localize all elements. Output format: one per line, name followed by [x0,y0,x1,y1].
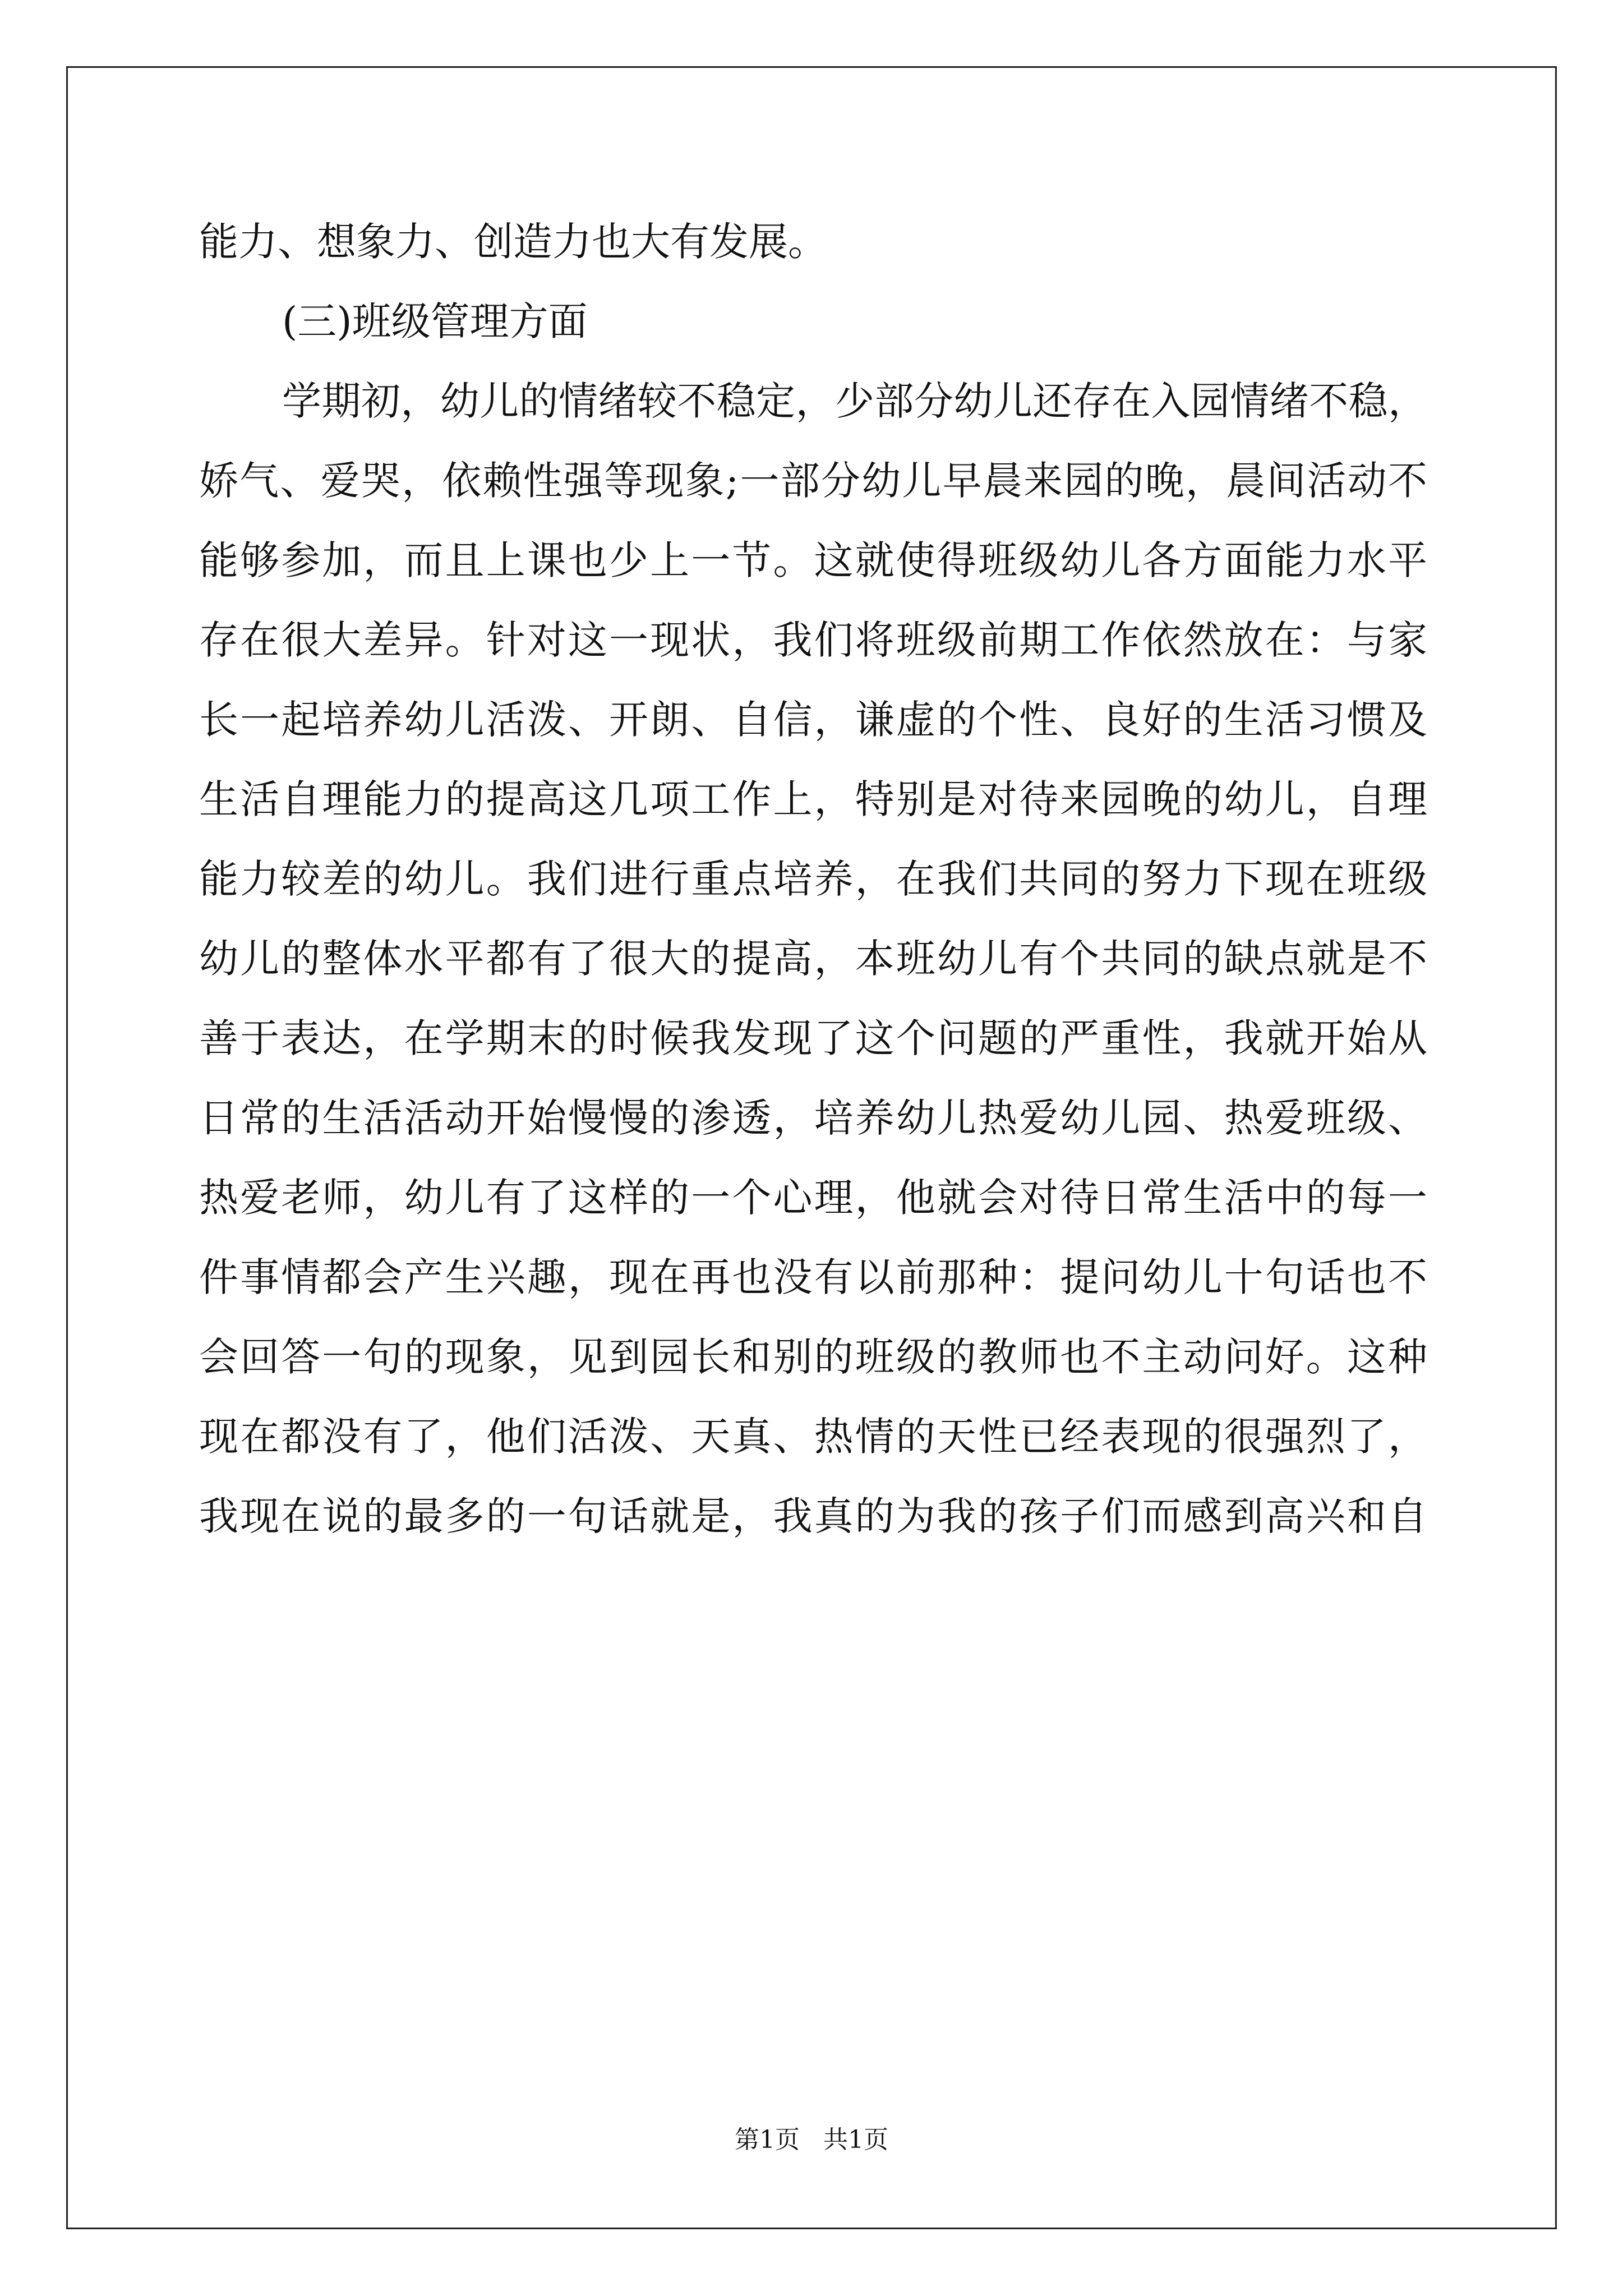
paragraph-line: 幼儿的整体水平都有了很大的提高，本班幼儿有个共同的缺点就是不 [199,936,1427,982]
paragraph-line: 能力较差的幼儿。我们进行重点培养，在我们共同的努力下现在班级 [199,856,1427,902]
paragraph-line: 娇气、爱哭，依赖性强等现象;一部分幼儿早晨来园的晚，晨间活动不 [199,458,1427,504]
paragraph-line: 善于表达，在学期末的时候我发现了这个问题的严重性，我就开始从 [199,1015,1427,1061]
document-body [199,202,1427,1556]
paragraph-line: 会回答一句的现象，见到园长和别的班级的教师也不主动问好。这种 [199,1334,1427,1380]
section-heading: (三)班级管理方面 [282,298,588,344]
paragraph-line: 能力、想象力、创造力也大有发展。 [199,219,827,265]
paragraph-line: 热爱老师，幼儿有了这样的一个心理，他就会对待日常生活中的每一 [199,1175,1427,1221]
paragraph-line: 日常的生活活动开始慢慢的渗透，培养幼儿热爱幼儿园、热爱班级、 [199,1095,1427,1141]
paragraph-line: 我现在说的最多的一句话就是，我真的为我的孩子们而感到高兴和自 [199,1493,1427,1539]
paragraph-line: 现在都没有了，他们活泼、天真、热情的天性已经表现的很强烈了， [199,1414,1427,1460]
paragraph-line: 存在很大差异。针对这一现状，我们将班级前期工作依然放在：与家 [199,617,1427,663]
paragraph-line: 生活自理能力的提高这几项工作上，特别是对待来园晚的幼儿，自理 [199,776,1427,822]
paragraph-line: 能够参加，而且上课也少上一节。这就使得班级幼儿各方面能力水平 [199,537,1427,583]
page-number-footer: 第1页 共1页 [735,2125,888,2154]
paragraph-line: 件事情都会产生兴趣，现在再也没有以前那种：提问幼儿十句话也不 [199,1254,1427,1300]
paragraph-line: 学期初，幼儿的情绪较不稳定，少部分幼儿还存在入园情绪不稳， [282,378,1427,424]
paragraph-line: 长一起培养幼儿活泼、开朗、自信，谦虚的个性、良好的生活习惯及 [199,697,1427,743]
